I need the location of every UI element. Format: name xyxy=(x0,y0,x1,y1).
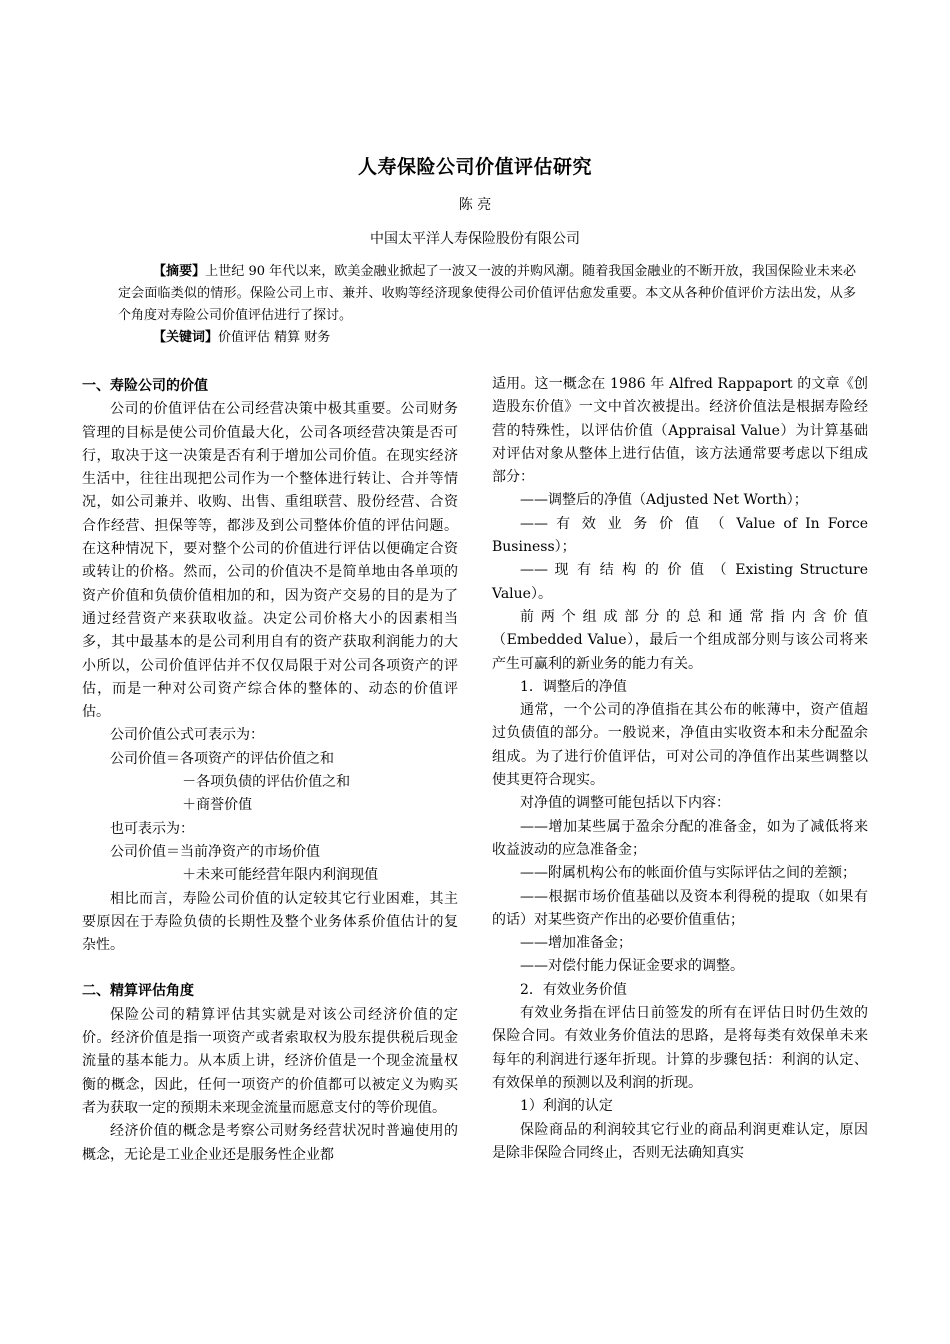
abstract-label: 【摘要】 xyxy=(153,264,206,279)
body-paragraph: 通常，一个公司的净值指在其公布的帐薄中，资产值超过负债值的部分。一般说来，净值由实收资本和未分配盈余组成。为了进行价值评估，可对公司的净值作出某些调整以使其更符合现实。 xyxy=(492,702,868,789)
body-paragraph: 公司的价值评估在公司经营决策中极其重要。公司财务管理的目标是使公司价值最大化，公司各项经营决策是否可行，取决于这一决策是否有利于增加公司价值。在现实经济生活中，往往出现把公司作为一个整体进行转让、合并等情况，如公司兼并、收购、出售、重组联营、股份经营、合资合作经营、担保等等，都涉及到公司整体价值的评估问题。在这种情况下，要对整个公司的价值进行评估以便确定合资或转让的价格。然而，公司的价值决不是简单地由各单项的资产价值和负债价值相加的和，因为资产交易的目的是为了通过经营资产来获取收益。决定公司价格大小的因素相当多，其中最基本的是公司利用自有的资产获取利润能力的大小所以，公司价值评估并不仅仅局限于对公司各项资产的评估，而是一种对公司资产综合体的整体的、动态的价值评估。 xyxy=(82,401,458,721)
body-paragraph: 适用。这一概念在 1986 年 Alfred Rappaport 的文章《创造股东价值》一文中首次被提出。经济价值法是根据寿险经营的特殊性，以评估价值（Appraisal Value）为计算基础对评估对象从整体上进行估值，该方法通常要考虑以下组成部分： xyxy=(492,376,868,486)
keywords-paragraph xyxy=(118,327,856,349)
list-item: —— 有 效 业 务 价 值 （ Value of In Force Business）； xyxy=(492,515,868,556)
abstract-block xyxy=(118,261,856,349)
paper-title: 人寿保险公司价值评估研究 xyxy=(357,156,592,178)
subsection-heading-2: 2．有效业务价值 xyxy=(520,981,627,998)
left-column xyxy=(82,375,458,1167)
formula-intro: 公司价值公式可表示为： xyxy=(110,727,264,744)
list-item: ——对偿付能力保证金要求的调整。 xyxy=(520,958,744,975)
formula-line: 公司价值＝各项资产的评估价值之和 xyxy=(110,750,334,767)
formula-line: ＋未来可能经营年限内利润现值 xyxy=(182,867,379,884)
body-paragraph: 经济价值的概念是考察公司财务经营状况时普遍使用的概念，无论是工业企业还是服务性企业都 xyxy=(82,1123,458,1163)
formula-line: －各项负债的评估价值之和 xyxy=(182,774,351,791)
author-name: 陈 亮 xyxy=(458,197,492,213)
list-item: ——增加某些属于盈余分配的准备金，如为了减低将来收益波动的应急准备金； xyxy=(492,818,868,858)
keywords-label: 【关键词】 xyxy=(153,330,219,345)
section-heading-2: 二、精算评估角度 xyxy=(82,983,194,1000)
formula-line: ＋商誉价值 xyxy=(182,797,253,814)
list-item: —— 现 有 结 构 的 价 值 （ Existing Structure Value）。 xyxy=(492,562,868,602)
body-paragraph: 相比而言，寿险公司价值的认定较其它行业困难，其主要原因在于寿险负债的长期性及整个业务体系价值估计的复杂性。 xyxy=(82,890,458,954)
list-item: ——附属机构公布的帐面价值与实际评估之间的差额； xyxy=(520,865,856,882)
body-paragraph: 保险公司的精算评估其实就是对该公司经济价值的定价。经济价值是指一项资产或者索取权为股东提供税后现金流量的基本能力。从本质上讲，经济价值是一个现金流量权衡的概念，因此，任何一项资产的价值都可以被定义为购买者为获取一定的预期未来现金流量而愿意支付的等价现值。 xyxy=(82,1006,458,1116)
subsection-heading-1: 1．调整后的净值 xyxy=(520,678,627,695)
list-item: ——调整后的净值（Adjusted Net Worth）； xyxy=(520,492,808,509)
keywords-text: 价值评估 精算 财务 xyxy=(218,330,331,345)
abstract-text: 上世纪 90 年代以来，欧美金融业掀起了一波又一波的并购风潮。随着我国金融业的不断开放，我国保险业未来必定会面临类似的情形。保险公司上市、兼并、收购等经济现象使得公司价值评估愈发重要。本文从各种价值评价方法出发，从多个角度对寿险公司价值评估进行了探讨。 xyxy=(118,264,856,323)
list-item: ——根据市场价值基础以及资本利得税的提取（如果有的话）对某些资产作出的必要价值重估； xyxy=(492,888,868,928)
body-paragraph: 有效业务指在评估日前签发的所有在评估日时仍生效的保险合同。有效业务价值法的思路，是将每类有效保单未来每年的利润进行逐年折现。计算的步骤包括：利润的认定、有效保单的预测以及利润的折现。 xyxy=(492,1005,868,1091)
formula-line: 公司价值＝当前净资产的市场价值 xyxy=(110,843,320,860)
body-paragraph: 前 两 个 组 成 部 分 的 总 和 通 常 指 内 含 价 值（Embedded Value），最后一个组成部分则与该公司将来产生可赢利的新业务的能力有关。 xyxy=(492,608,868,672)
right-column xyxy=(492,373,868,1165)
body-paragraph: 对净值的调整可能包括以下内容： xyxy=(520,795,730,812)
author-affiliation: 中国太平洋人寿保险股份有限公司 xyxy=(370,231,580,247)
subsection-heading-3: 1）利润的认定 xyxy=(520,1098,613,1115)
section-heading-1: 一、寿险公司的价值 xyxy=(82,378,208,394)
list-item: ——增加准备金； xyxy=(520,935,632,952)
body-paragraph: 保险商品的利润较其它行业的商品利润更难认定，原因是除非保险合同终止，否则无法确知真实 xyxy=(492,1121,868,1161)
abstract-paragraph xyxy=(118,261,856,327)
formula-alt-intro: 也可表示为： xyxy=(110,820,194,837)
